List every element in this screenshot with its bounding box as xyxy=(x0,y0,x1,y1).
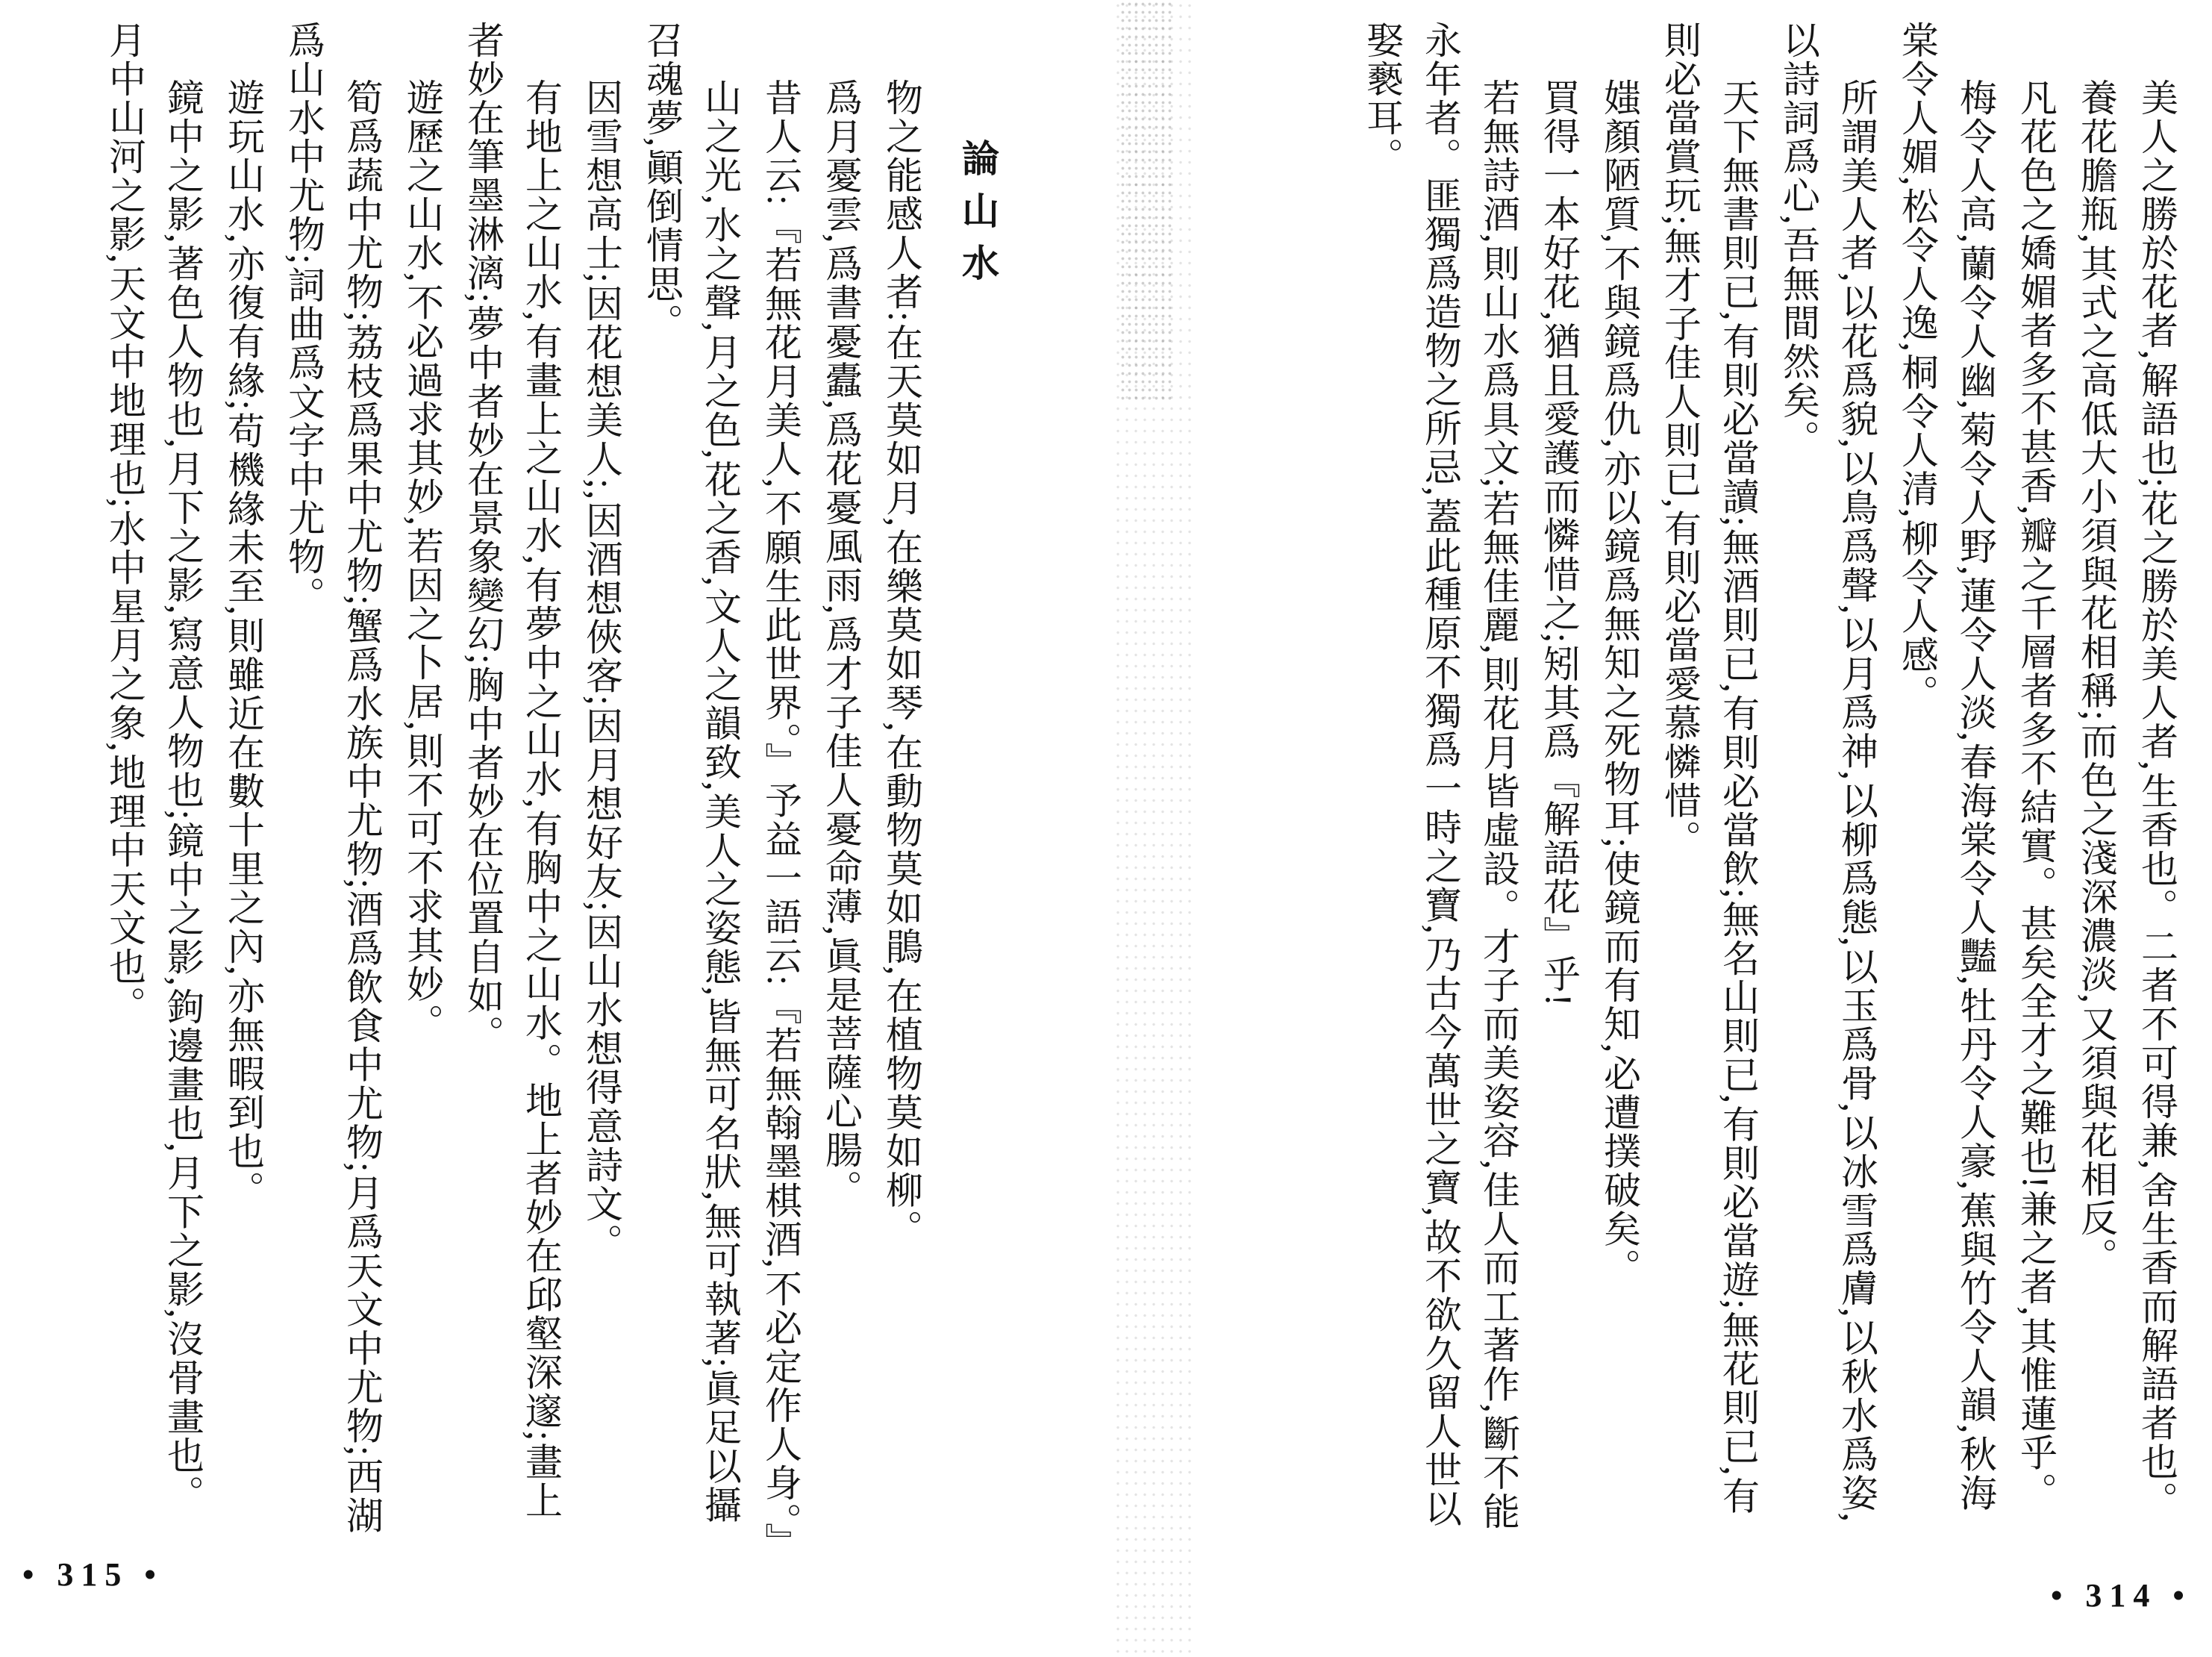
page-315 xyxy=(16,21,1009,1561)
text-entry: 有地上之山水,有畫上之山水,有夢中之山水,有胸中之山水。地上者妙在邱壑深邃;畫上者妙在筆墨淋漓;夢中者妙在景象變幻;胸中者妙在位置自如。 xyxy=(462,21,562,1520)
text-entry: 遊玩山水,亦復有緣;苟機緣未至,則雖近在數十里之內,亦無暇到也。 xyxy=(222,78,264,1210)
text-entry: 梅令人高,蘭令人幽,菊令人野,蓮令人淡,春海棠令人豔,牡丹令人豪,蕉與竹令人韻,秋海棠令人媚,松令人逸,桐令人清,柳令人感。 xyxy=(1896,21,1996,1513)
text-entry: 若無詩酒,則山水爲具文;若無佳麗,則花月皆虛設。才子而美姿容,佳人而工著作,斷不能永年者。匪獨爲造物之所忌,蓋此種原不獨爲一時之寶,乃古今萬世之寶,故不欲久留人世以娶褻耳。 xyxy=(1361,21,1519,1531)
gutter-scan-noise xyxy=(1113,0,1197,1657)
text-entry: 養花膽瓶,其式之高低大小須與花相稱;而色之淺深濃淡,又須與花相反。 xyxy=(2075,78,2117,1276)
text-entry: 媸顏陋質,不與鏡爲仇,亦以鏡爲無知之死物耳;使鏡而有知,必遭撲破矣。 xyxy=(1599,78,1640,1288)
text-entry: 因雪想高士;因花想美人;,因酒想俠客;因月想好友;因山水想得意詩文。 xyxy=(581,78,622,1263)
text-entry: 昔人云:『若無花月美人,不願生此世界。』予益一語云:『若無翰墨棋酒,不必定作人身。』 xyxy=(760,78,802,1561)
text-entry: 買得一本好花,猶且愛護而憐惜之;矧其爲『解語花』乎! xyxy=(1538,78,1580,1008)
page-number-314: • 314 • xyxy=(2051,1577,2192,1614)
section-title: 論山水 xyxy=(957,139,999,296)
text-entry: 爲月憂雲,爲書憂蠹,爲花憂風雨,爲才子佳人憂命薄,眞是菩薩心腸。 xyxy=(820,78,862,1208)
text-entry: 遊歷之山水,不必過求其妙,若因之卜居,則不可不求其妙。 xyxy=(402,78,443,1043)
text-entry: 美人之勝於花者,解語也;花之勝於美人者,生香也。二者不可得兼,舍生香而解語者也。 xyxy=(2136,78,2178,1520)
page-314 xyxy=(1218,21,2188,1544)
gutter-scan-noise-top xyxy=(1119,0,1172,403)
text-entry: 天下無書則已,有則必當讀;無酒則已,有則必當飲;無名山則已,有則必當遊;無花則已,有則必當賞玩;無才子佳人則已,有則必當愛慕憐惜。 xyxy=(1659,21,1759,1516)
text-entry: 所謂美人者,以花爲貌,以鳥爲聲,以月爲神,以柳爲態,以玉爲骨,以冰雪爲膚,以秋水爲姿,以詩詞爲心,吾無間然矣。 xyxy=(1778,21,1878,1523)
text-entry: 凡花色之嬌媚者多不甚香,瓣之千層者多不結實。甚矣全才之難也!兼之者,其惟蓮乎。 xyxy=(2015,78,2057,1511)
text-entry: 物之能感人者:在天莫如月,在樂莫如琴,在動物莫如鵑,在植物莫如柳。 xyxy=(881,78,922,1249)
text-entry: 筍爲蔬中尤物;荔枝爲果中尤物;蟹爲水族中尤物;酒爲飲食中尤物;月爲天文中尤物;西湖爲山水中尤物;詞曲爲文字中尤物。 xyxy=(283,21,383,1535)
text-entry: 鏡中之影,著色人物也,月下之影,寫意人物也;鏡中之影,鉤邊畫也,月下之影,沒骨畫也。月中山河之影,天文中地理也;水中星月之象,地理中天文也。 xyxy=(104,21,204,1514)
page-number-315: • 315 • xyxy=(22,1556,163,1593)
text-entry: 山之光,水之聲,月之色,花之香,文人之韻致,美人之姿態,皆無可名狀,無可執著;眞足以攝召魂夢,顚倒情思。 xyxy=(641,21,741,1525)
